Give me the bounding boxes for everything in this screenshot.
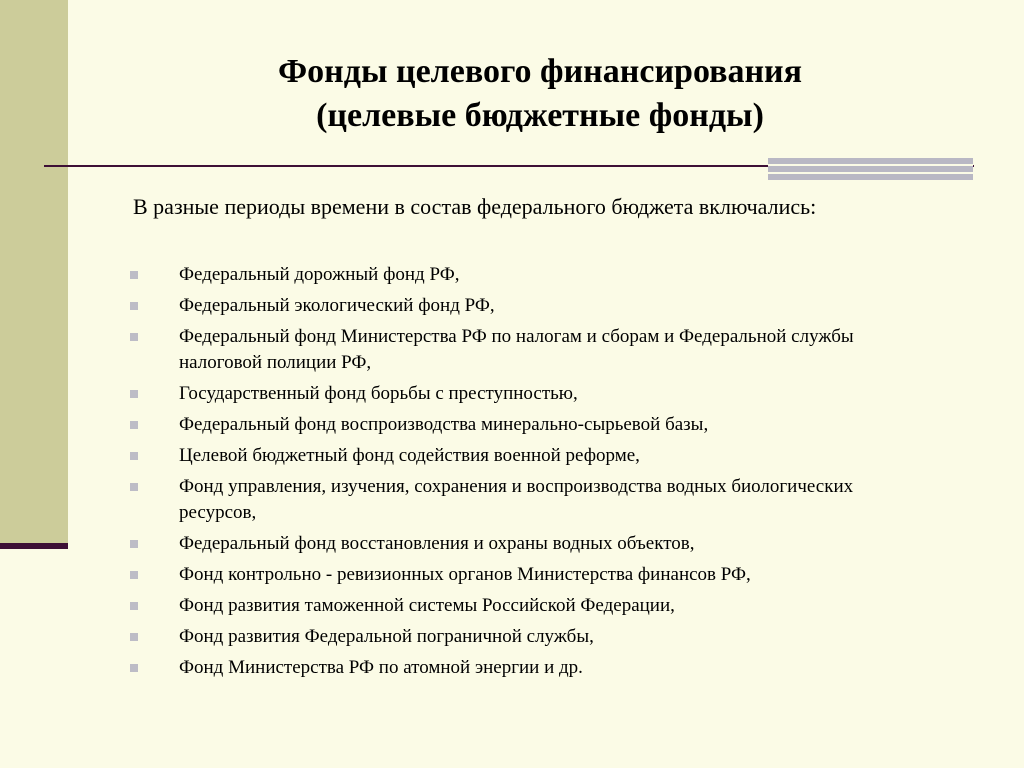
intro-text: В разные периоды времени в состав федерального бюджета включались: bbox=[133, 194, 817, 219]
square-bullet-icon bbox=[130, 483, 138, 491]
list-item bbox=[130, 531, 930, 557]
square-bullet-icon bbox=[130, 571, 138, 579]
list-item-text: Федеральный фонд воспроизводства минерально-сырьевой базы, bbox=[179, 414, 709, 435]
square-bullet-icon bbox=[130, 633, 138, 641]
list-item-text: Государственный фонд борьбы с преступностью, bbox=[179, 383, 578, 404]
list-item bbox=[130, 593, 930, 619]
square-bullet-icon bbox=[130, 333, 138, 341]
side-decor-bar bbox=[0, 0, 68, 545]
list-item-text: Федеральный фонд Министерства РФ по налогам и сборам и Федеральной службы налоговой полиции РФ, bbox=[179, 326, 854, 373]
list-item-text: Федеральный дорожный фонд РФ, bbox=[179, 264, 460, 285]
list-item bbox=[130, 324, 930, 376]
list-item-text: Фонд развития таможенной системы Российской Федерации, bbox=[179, 595, 675, 616]
list-item bbox=[130, 474, 930, 526]
list-item bbox=[130, 412, 930, 438]
list-item bbox=[130, 293, 930, 319]
square-bullet-icon bbox=[130, 302, 138, 310]
title-line-2: (целевые бюджетные фонды) bbox=[316, 97, 764, 134]
list-item-text: Фонд развития Федеральной пограничной службы, bbox=[179, 626, 594, 647]
square-bullet-icon bbox=[130, 664, 138, 672]
divider-accent bbox=[768, 158, 973, 180]
list-item bbox=[130, 624, 930, 650]
list-item bbox=[130, 562, 930, 588]
square-bullet-icon bbox=[130, 602, 138, 610]
list-item-text: Федеральный экологический фонд РФ, bbox=[179, 295, 495, 316]
list-item-text: Фонд Министерства РФ по атомной энергии и др. bbox=[179, 657, 583, 678]
square-bullet-icon bbox=[130, 271, 138, 279]
title-line-1: Фонды целевого финансирования bbox=[277, 53, 803, 90]
list-item bbox=[130, 381, 930, 407]
fund-list bbox=[130, 262, 930, 686]
square-bullet-icon bbox=[130, 452, 138, 460]
square-bullet-icon bbox=[130, 540, 138, 548]
square-bullet-icon bbox=[130, 390, 138, 398]
list-item-text: Целевой бюджетный фонд содействия военной реформе, bbox=[179, 445, 640, 466]
list-item bbox=[130, 443, 930, 469]
list-item bbox=[130, 655, 930, 681]
list-item-text: Федеральный фонд восстановления и охраны водных объектов, bbox=[179, 533, 695, 554]
list-item-text: Фонд контрольно - ревизионных органов Министерства финансов РФ, bbox=[179, 564, 751, 585]
list-item bbox=[130, 262, 930, 288]
list-item-text: Фонд управления, изучения, сохранения и воспроизводства водных биологических ресурсов, bbox=[179, 476, 854, 523]
square-bullet-icon bbox=[130, 421, 138, 429]
side-decor-line bbox=[0, 543, 68, 549]
slide-title bbox=[160, 50, 920, 138]
